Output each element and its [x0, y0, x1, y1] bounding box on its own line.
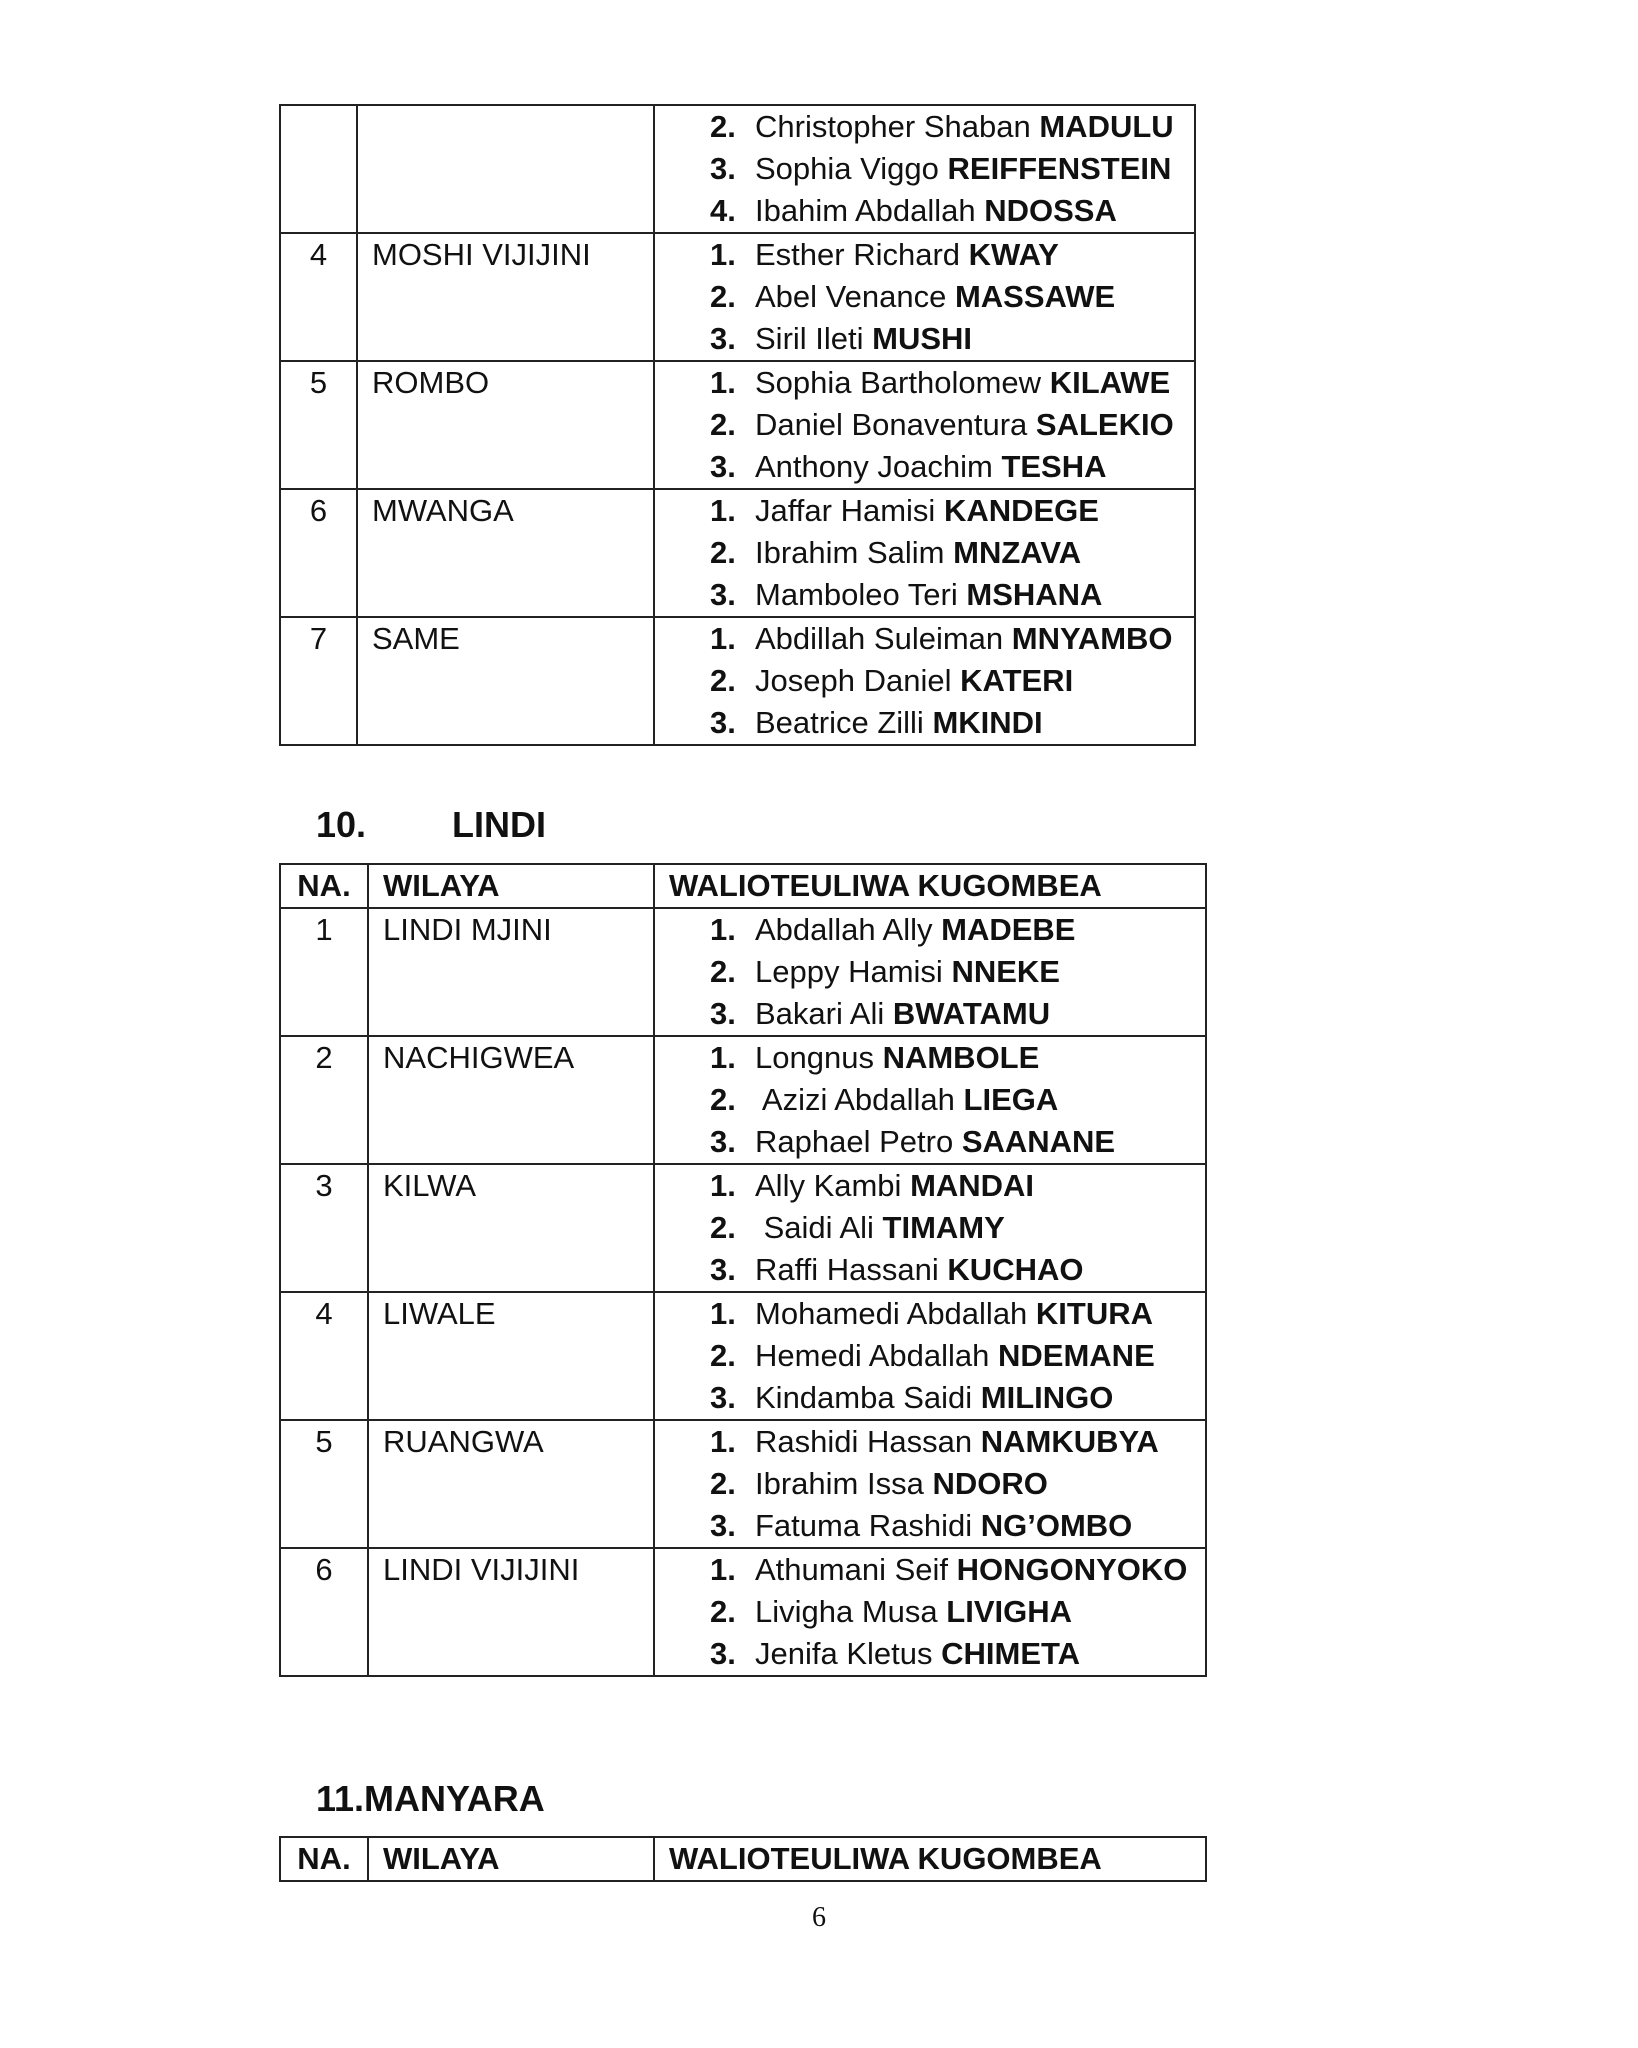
candidate-surname: KUCHAO [947, 1252, 1084, 1287]
row-number: 5 [280, 1420, 368, 1548]
candidate-index: 3. [710, 1636, 736, 1671]
candidate-surname: KWAY [968, 237, 1059, 272]
candidate-index: 2. [710, 1210, 736, 1245]
table-row [280, 489, 1195, 617]
candidate-index: 2. [710, 1082, 736, 1117]
candidates-cell [654, 1292, 1206, 1420]
candidate-given-names: Ibrahim Issa [755, 1466, 924, 1501]
candidate-given-names: Siril Ileti [755, 321, 864, 356]
candidate-name [710, 618, 1194, 660]
candidate-given-names: Livigha Musa [755, 1594, 938, 1629]
candidate-name [710, 318, 1194, 360]
section-title: LINDI [452, 804, 547, 845]
candidate-given-names: Ally Kambi [755, 1168, 902, 1203]
candidate-index: 1. [710, 493, 736, 528]
candidate-surname: MADEBE [941, 912, 1076, 947]
candidate-surname: NDOSSA [984, 193, 1117, 228]
candidates-cell [654, 1420, 1206, 1548]
candidate-surname: NAMBOLE [882, 1040, 1040, 1075]
candidate-surname: MANDAI [910, 1168, 1035, 1203]
candidates-cell [654, 489, 1195, 617]
candidate-index: 4. [710, 193, 736, 228]
candidate-given-names: Christopher Shaban [755, 109, 1031, 144]
candidate-given-names: Abdillah Suleiman [755, 621, 1004, 656]
row-number: 6 [280, 1548, 368, 1676]
candidate-name [710, 574, 1194, 616]
wilaya-cell: MWANGA [357, 489, 654, 617]
candidate-given-names: Jenifa Kletus [755, 1636, 933, 1671]
candidate-index: 2. [710, 109, 736, 144]
candidate-name [710, 660, 1194, 702]
header-na: NA. [280, 864, 368, 908]
candidates-cell [654, 1036, 1206, 1164]
candidate-surname: REIFFENSTEIN [947, 151, 1172, 186]
header-na: NA. [280, 1837, 368, 1881]
page-number: 6 [812, 1902, 826, 1933]
candidate-name [710, 490, 1194, 532]
wilaya-cell: ROMBO [357, 361, 654, 489]
candidate-index: 1. [710, 237, 736, 272]
candidate-surname: LIVIGHA [946, 1594, 1073, 1629]
candidate-given-names: Ibrahim Salim [755, 535, 945, 570]
candidate-index: 1. [710, 1552, 736, 1587]
candidate-surname: MUSHI [872, 321, 973, 356]
candidate-surname: MNYAMBO [1011, 621, 1173, 656]
candidate-given-names: Leppy Hamisi [755, 954, 943, 989]
header-walioteuliwa: WALIOTEULIWA KUGOMBEA [654, 864, 1206, 908]
candidate-index: 2. [710, 1338, 736, 1373]
header-wilaya: WILAYA [368, 1837, 654, 1881]
row-number: 7 [280, 617, 357, 745]
candidate-given-names: Kindamba Saidi [755, 1380, 973, 1415]
candidate-index: 3. [710, 321, 736, 356]
candidate-surname: NDORO [932, 1466, 1048, 1501]
candidate-given-names: Abel Venance [755, 279, 947, 314]
candidate-index: 2. [710, 663, 736, 698]
candidate-surname: MASSAWE [954, 279, 1116, 314]
candidates-cell [654, 617, 1195, 745]
candidate-name [710, 362, 1194, 404]
candidate-given-names: Sophia Viggo [755, 151, 939, 186]
candidate-index: 1. [710, 621, 736, 656]
wilaya-cell: RUANGWA [368, 1420, 654, 1548]
candidate-surname: KATERI [960, 663, 1074, 698]
candidate-index: 3. [710, 1508, 736, 1543]
header-walioteuliwa: WALIOTEULIWA KUGOMBEA [654, 1837, 1206, 1881]
candidate-index: 2. [710, 1594, 736, 1629]
candidate-name [710, 404, 1194, 446]
candidate-index: 3. [710, 1252, 736, 1287]
candidate-name [710, 276, 1194, 318]
wilaya-cell: NACHIGWEA [368, 1036, 654, 1164]
wilaya-cell: LIWALE [368, 1292, 654, 1420]
candidate-index: 1. [710, 1296, 736, 1331]
wilaya-cell: MOSHI VIJIJINI [357, 233, 654, 361]
candidate-name [710, 1121, 1205, 1163]
candidate-given-names: Jaffar Hamisi [755, 493, 936, 528]
candidates-cell [654, 908, 1206, 1036]
table-header-row [280, 1837, 1206, 1881]
candidate-surname: NAMKUBYA [980, 1424, 1159, 1459]
row-number: 1 [280, 908, 368, 1036]
candidate-given-names: Daniel Bonaventura [755, 407, 1028, 442]
candidate-surname: HONGONYOKO [956, 1552, 1188, 1587]
candidate-name [710, 532, 1194, 574]
candidate-index: 3. [710, 151, 736, 186]
candidate-index: 1. [710, 912, 736, 947]
wilaya-cell: SAME [357, 617, 654, 745]
table-row [280, 617, 1195, 745]
candidate-index: 2. [710, 407, 736, 442]
row-number [280, 105, 357, 233]
candidate-surname: CHIMETA [941, 1636, 1081, 1671]
wilaya-cell [357, 105, 654, 233]
candidate-surname: KILAWE [1049, 365, 1171, 400]
candidate-name [710, 1505, 1205, 1547]
table-row [280, 361, 1195, 489]
candidate-given-names: Ibahim Abdallah [755, 193, 976, 228]
candidate-given-names: Beatrice Zilli [755, 705, 924, 740]
candidates-cell [654, 1164, 1206, 1292]
candidate-surname: LIEGA [963, 1082, 1059, 1117]
candidate-surname: TIMAMY [882, 1210, 1005, 1245]
candidate-given-names: Abdallah Ally [755, 912, 933, 947]
candidate-surname: SALEKIO [1035, 407, 1174, 442]
table-body [280, 105, 1195, 745]
wilaya-cell: LINDI VIJIJINI [368, 1548, 654, 1676]
candidate-given-names: Azizi Abdallah [755, 1082, 955, 1117]
candidate-index: 2. [710, 535, 736, 570]
section-heading-lindi [316, 805, 546, 845]
candidate-name [710, 106, 1194, 148]
candidate-index: 1. [710, 1040, 736, 1075]
section-heading-manyara: 11.MANYARA [316, 1778, 545, 1819]
table-row [280, 105, 1195, 233]
candidate-name [710, 1377, 1205, 1419]
candidate-name [710, 951, 1205, 993]
candidates-cell [654, 1548, 1206, 1676]
candidate-index: 1. [710, 1168, 736, 1203]
row-number: 3 [280, 1164, 368, 1292]
candidate-name [710, 190, 1194, 232]
candidate-surname: NDEMANE [998, 1338, 1155, 1373]
candidate-index: 2. [710, 954, 736, 989]
candidate-surname: NNEKE [951, 954, 1060, 989]
candidate-given-names: Anthony Joachim [755, 449, 993, 484]
candidate-given-names: Mamboleo Teri [755, 577, 958, 612]
lindi-table [279, 863, 1207, 1677]
candidates-cell [654, 105, 1195, 233]
candidate-given-names: Joseph Daniel [755, 663, 952, 698]
candidate-index: 3. [710, 1124, 736, 1159]
candidate-given-names: Longnus [755, 1040, 874, 1075]
row-number: 4 [280, 1292, 368, 1420]
candidate-given-names: Athumani Seif [755, 1552, 948, 1587]
row-number: 6 [280, 489, 357, 617]
candidate-name [710, 1591, 1205, 1633]
candidate-name [710, 702, 1194, 744]
candidate-name [710, 1549, 1205, 1591]
table-row [280, 1164, 1206, 1292]
table-body-rows [280, 908, 1206, 1676]
candidate-given-names: Rashidi Hassan [755, 1424, 973, 1459]
kilimanjaro-continuation-table [279, 104, 1196, 746]
table-row [280, 233, 1195, 361]
candidate-index: 3. [710, 449, 736, 484]
row-number: 4 [280, 233, 357, 361]
candidate-given-names: Raphael Petro [755, 1124, 954, 1159]
candidate-index: 3. [710, 996, 736, 1031]
wilaya-cell: LINDI MJINI [368, 908, 654, 1036]
candidate-surname: NG’OMBO [980, 1508, 1133, 1543]
table-row [280, 1548, 1206, 1676]
candidate-given-names: Raffi Hassani [755, 1252, 939, 1287]
candidate-name [710, 1463, 1205, 1505]
candidate-index: 2. [710, 1466, 736, 1501]
candidate-surname: MKINDI [932, 705, 1043, 740]
candidate-index: 3. [710, 1380, 736, 1415]
candidate-given-names: Mohamedi Abdallah [755, 1296, 1028, 1331]
candidate-given-names: Hemedi Abdallah [755, 1338, 990, 1373]
candidate-name [710, 1207, 1205, 1249]
candidates-cell [654, 233, 1195, 361]
candidate-index: 1. [710, 1424, 736, 1459]
candidate-name [710, 1079, 1205, 1121]
candidate-surname: BWATAMU [892, 996, 1051, 1031]
table-row [280, 1036, 1206, 1164]
candidate-given-names: Sophia Bartholomew [755, 365, 1042, 400]
candidate-given-names: Saidi Ali [755, 1210, 874, 1245]
candidate-name [710, 1249, 1205, 1291]
candidate-name [710, 909, 1205, 951]
candidate-index: 2. [710, 279, 736, 314]
candidate-name [710, 993, 1205, 1035]
row-number: 2 [280, 1036, 368, 1164]
candidate-given-names: Fatuma Rashidi [755, 1508, 973, 1543]
candidate-name [710, 446, 1194, 488]
candidate-name [710, 1335, 1205, 1377]
candidate-name [710, 234, 1194, 276]
candidate-index: 3. [710, 705, 736, 740]
section-number: 10. [316, 804, 367, 845]
candidate-surname: MADULU [1039, 109, 1174, 144]
table-body [280, 864, 1206, 908]
candidate-name [710, 148, 1194, 190]
candidate-surname: TESHA [1001, 449, 1107, 484]
candidate-surname: MILINGO [980, 1380, 1114, 1415]
candidate-name [710, 1037, 1205, 1079]
table-row [280, 908, 1206, 1036]
candidate-index: 1. [710, 365, 736, 400]
candidate-given-names: Bakari Ali [755, 996, 885, 1031]
header-wilaya: WILAYA [368, 864, 654, 908]
table-header-row [280, 864, 1206, 908]
candidate-surname: MSHANA [966, 577, 1103, 612]
table-row [280, 1420, 1206, 1548]
candidate-surname: SAANANE [961, 1124, 1116, 1159]
candidate-surname: MNZAVA [953, 535, 1082, 570]
candidate-name [710, 1421, 1205, 1463]
table-row [280, 1292, 1206, 1420]
wilaya-cell: KILWA [368, 1164, 654, 1292]
candidate-surname: KITURA [1035, 1296, 1154, 1331]
candidate-name [710, 1633, 1205, 1675]
candidate-name [710, 1293, 1205, 1335]
candidate-given-names: Esther Richard [755, 237, 961, 272]
candidate-index: 3. [710, 577, 736, 612]
candidates-cell [654, 361, 1195, 489]
row-number: 5 [280, 361, 357, 489]
manyara-table [279, 1836, 1207, 1882]
candidate-name [710, 1165, 1205, 1207]
candidate-surname: KANDEGE [943, 493, 1099, 528]
